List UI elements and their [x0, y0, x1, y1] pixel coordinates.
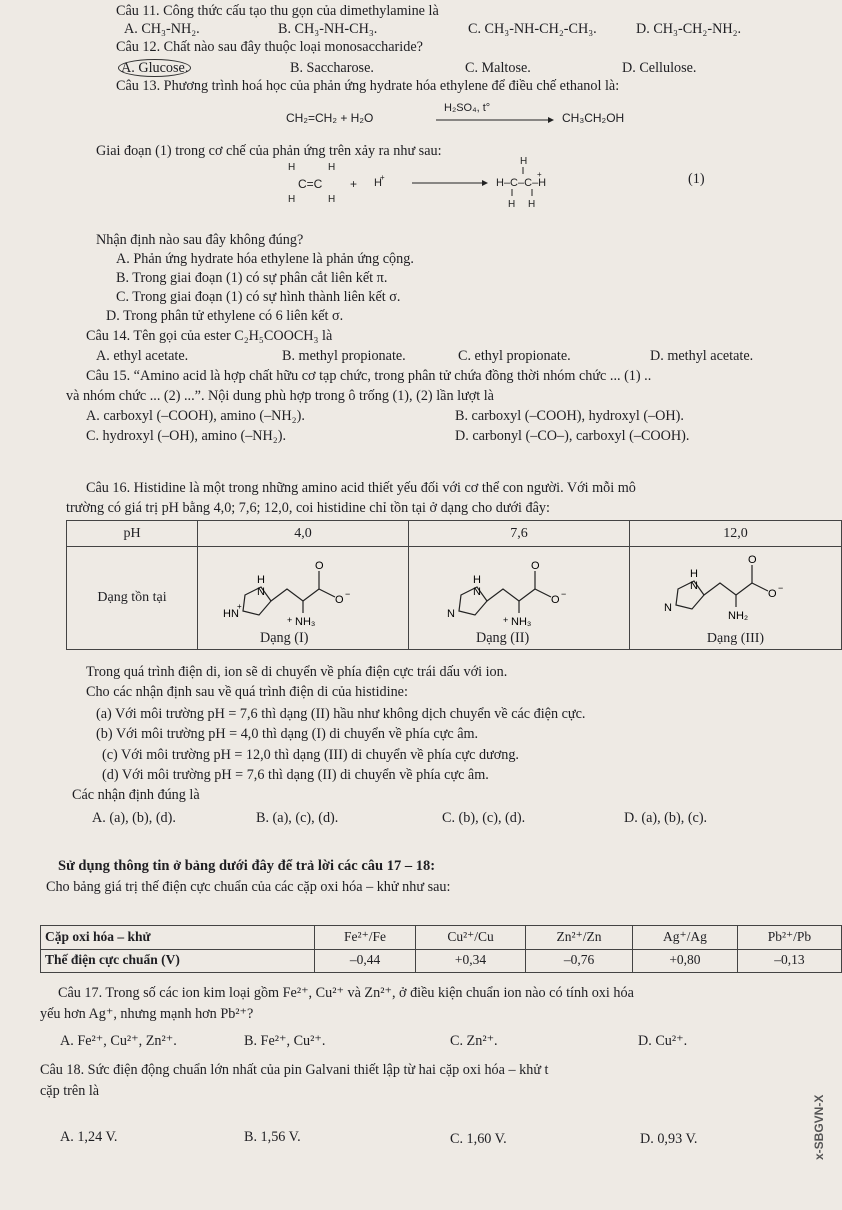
- q16-stem-line2: trường có giá trị pH bằng 4,0; 7,6; 12,0, coi histidine chỉ tồn tại ở dạng cho dưới đây:: [66, 500, 550, 516]
- q14-option-b[interactable]: B. methyl propionate.: [282, 348, 406, 364]
- svg-text:−: −: [777, 582, 783, 593]
- pair-2: Cu²⁺/Cu: [416, 926, 526, 950]
- reaction-arrow-icon: [436, 116, 554, 124]
- q12-stem: Câu 12. Chất nào sau đây thuộc loại monosaccharide?: [116, 39, 423, 55]
- q13-stage-text: Giai đoạn (1) trong cơ chế của phản ứng trên xảy ra như sau:: [96, 143, 442, 159]
- q11-option-a[interactable]: A. CH₃-NH₂.: [124, 21, 200, 37]
- form-label-2: Dạng (II): [476, 630, 530, 646]
- q18-stem-line1: Câu 18. Sức điện động chuẩn lớn nhất của pin Galvani thiết lập từ hai cặp oxi hóa – khử t: [40, 1062, 549, 1078]
- svg-text:H–C–C–H: H–C–C–H: [496, 177, 547, 189]
- svg-text:NH₃: NH₃: [295, 616, 316, 629]
- svg-text:H: H: [288, 162, 296, 173]
- q11-option-c[interactable]: C. CH₃-NH-CH₂-CH₃.: [468, 21, 597, 37]
- svg-text:+: +: [537, 170, 542, 179]
- q13-option-c[interactable]: C. Trong giai đoạn (1) có sự hình thành liên kết σ.: [116, 289, 401, 305]
- svg-text:N: N: [473, 586, 481, 599]
- svg-text:O: O: [335, 594, 344, 607]
- q13-option-a[interactable]: A. Phản ứng hydrate hóa ethylene là phản ứng cộng.: [116, 251, 414, 267]
- q18-option-c[interactable]: C. 1,60 V.: [450, 1131, 507, 1147]
- q18-stem-line2: cặp trên là: [40, 1083, 100, 1099]
- svg-text:H: H: [508, 199, 516, 210]
- q15-option-d[interactable]: D. carbonyl (–CO–), carboxyl (–COOH).: [455, 428, 690, 444]
- svg-text:H: H: [689, 567, 698, 580]
- pair-3: Zn²⁺/Zn: [526, 926, 633, 950]
- q11-option-d[interactable]: D. CH₃-CH₂-NH₂.: [636, 21, 742, 37]
- potential-4: +0,80: [633, 949, 738, 973]
- q16-statement-a: (a) Với môi trường pH = 7,6 thì dạng (II) hầu như không dịch chuyển về các điện cực.: [96, 706, 586, 722]
- form-label-3: Dạng (III): [706, 631, 765, 646]
- svg-text:−: −: [345, 589, 351, 600]
- q14-option-a[interactable]: A. ethyl acetate.: [96, 348, 189, 364]
- q11-stem: Câu 11. Công thức cấu tạo thu gọn của dimethylamine là: [116, 3, 439, 19]
- q13-equation-condition: H₂SO₄, t°: [444, 102, 491, 114]
- section-subtitle: Cho bảng giá trị thế điện cực chuẩn của các cặp oxi hóa – khử như sau:: [46, 879, 451, 895]
- q13-stage-label: (1): [688, 171, 705, 187]
- potential-1: –0,44: [315, 949, 416, 973]
- q16-statement-c: (c) Với môi trường pH = 12,0 thì dạng (III) di chuyển về phía cực dương.: [102, 747, 519, 763]
- q18-option-d[interactable]: D. 0,93 V.: [640, 1131, 698, 1147]
- q15-option-b[interactable]: B. carboxyl (–COOH), hydroxyl (–OH).: [455, 408, 684, 424]
- q16-intro: Cho các nhận định sau về quá trình điện di của histidine:: [86, 684, 408, 700]
- section-title: Sử dụng thông tin ở bảng dưới đây để trả lời các câu 17 – 18:: [58, 858, 436, 874]
- q14-option-d[interactable]: D. methyl acetate.: [650, 348, 754, 364]
- q15-option-a[interactable]: A. carboxyl (–COOH), amino (–NH₂).: [86, 408, 305, 424]
- form-row-label: Dạng tồn tại: [67, 547, 198, 650]
- q12-option-c[interactable]: C. Maltose.: [465, 60, 531, 76]
- q14-stem: Câu 14. Tên gọi của ester C₂H₅COOCH₃ là: [86, 328, 333, 344]
- q16-option-d[interactable]: D. (a), (b), (c).: [624, 810, 708, 826]
- ph-value-1: 4,0: [198, 521, 409, 547]
- q11-option-b[interactable]: B. CH₃-NH-CH₃.: [278, 21, 378, 37]
- svg-text:HN: HN: [223, 608, 239, 621]
- svg-text:H: H: [288, 194, 296, 205]
- svg-text:NH₂: NH₂: [727, 609, 748, 622]
- svg-text:H: H: [374, 177, 382, 189]
- q12-option-a[interactable]: A. Glucose.: [118, 60, 191, 78]
- q14-option-c[interactable]: C. ethyl propionate.: [458, 348, 571, 364]
- form-label-1: Dạng (I): [260, 630, 309, 646]
- watermark-text: x-SBGVN-X: [812, 1094, 826, 1160]
- svg-text:H: H: [328, 162, 336, 173]
- q12-option-d[interactable]: D. Cellulose.: [622, 60, 697, 76]
- q17-option-a[interactable]: A. Fe²⁺, Cu²⁺, Zn²⁺.: [60, 1033, 177, 1049]
- svg-text:+: +: [380, 173, 385, 182]
- svg-text:N: N: [689, 579, 698, 592]
- svg-text:H: H: [473, 574, 481, 587]
- q15-option-c[interactable]: C. hydroxyl (–OH), amino (–NH₂).: [86, 428, 286, 444]
- potential-row-label: Thế điện cực chuẩn (V): [41, 949, 315, 973]
- pair-1: Fe²⁺/Fe: [315, 926, 416, 950]
- svg-text:O: O: [551, 594, 560, 607]
- q13-question: Nhận định nào sau đây không đúng?: [96, 232, 304, 248]
- q17-stem-line2: yếu hơn Ag⁺, nhưng mạnh hơn Pb²⁺?: [40, 1006, 254, 1022]
- potential-2: +0,34: [416, 949, 526, 973]
- potential-5: –0,13: [737, 949, 841, 973]
- histidine-form-table: [66, 520, 842, 650]
- q13-option-d[interactable]: D. Trong phân tử ethylene có 6 liên kết σ.: [106, 308, 344, 324]
- svg-text:H: H: [257, 574, 265, 587]
- q16-option-b[interactable]: B. (a), (c), (d).: [256, 810, 339, 826]
- form-cell-3: [630, 547, 842, 650]
- svg-text:H: H: [520, 156, 528, 167]
- q16-question: Các nhận định đúng là: [72, 787, 200, 803]
- histidine-form-2-structure: [429, 555, 609, 635]
- q18-option-a[interactable]: A. 1,24 V.: [60, 1129, 118, 1145]
- potential-3: –0,76: [526, 949, 633, 973]
- ph-value-3: 12,0: [630, 521, 842, 547]
- q13-option-b[interactable]: B. Trong giai đoạn (1) có sự phân cắt liên kết π.: [116, 270, 388, 286]
- svg-text:+: +: [350, 177, 358, 191]
- q13-equation-right: CH₃CH₂OH: [562, 111, 625, 125]
- q17-option-d[interactable]: D. Cu²⁺.: [638, 1033, 688, 1049]
- q13-equation-left: CH₂=CH₂ + H₂O: [286, 111, 374, 125]
- q13-stem: Câu 13. Phương trình hoá học của phản ứng hydrate hóa ethylene để điều chế ethanol là:: [116, 78, 620, 94]
- ph-value-2: 7,6: [409, 521, 630, 547]
- electrode-potential-table: [40, 925, 842, 973]
- svg-text:−: −: [561, 589, 567, 600]
- svg-text:H: H: [328, 194, 336, 205]
- q16-option-a[interactable]: A. (a), (b), (d).: [92, 810, 176, 826]
- svg-text:N: N: [447, 608, 455, 621]
- histidine-form-3-structure: [646, 549, 826, 629]
- q15-stem-line1: Câu 15. “Amino acid là hợp chất hữu cơ tạp chức, trong phân tử chứa đồng thời nhóm chức ... (1) ..: [86, 368, 652, 384]
- svg-text:N: N: [663, 601, 672, 614]
- svg-text:O: O: [315, 560, 324, 573]
- pair-4: Ag⁺/Ag: [633, 926, 738, 950]
- q16-stem-line1: Câu 16. Histidine là một trong những amino acid thiết yếu đối với cơ thể con người. Với mỗi mô: [86, 480, 636, 496]
- svg-text:+: +: [237, 602, 242, 612]
- q17-stem-line1: Câu 17. Trong số các ion kim loại gồm Fe²⁺, Cu²⁺ và Zn²⁺, ở điều kiện chuẩn ion nào có tính oxi hóa: [58, 985, 634, 1001]
- q18-option-b[interactable]: B. 1,56 V.: [244, 1129, 301, 1145]
- q15-stem-line2: và nhóm chức ... (2) ...”. Nội dung phù hợp trong ô trống (1), (2) lần lượt là: [66, 388, 494, 404]
- q16-statement-d: (d) Với môi trường pH = 7,6 thì dạng (II) di chuyển về phía cực âm.: [102, 767, 489, 783]
- mechanism-diagram: [280, 152, 640, 214]
- svg-text:N: N: [257, 586, 265, 599]
- pair-5: Pb²⁺/Pb: [737, 926, 841, 950]
- svg-text:+: +: [287, 615, 293, 626]
- svg-text:NH₃: NH₃: [511, 616, 532, 629]
- histidine-form-1-structure: [213, 555, 393, 635]
- svg-text:+: +: [503, 615, 509, 626]
- svg-text:O: O: [747, 553, 757, 566]
- svg-text:C=C: C=C: [298, 177, 323, 191]
- q16-note: Trong quá trình điện di, ion sẽ di chuyển về phía điện cực trái dấu với ion.: [86, 664, 508, 680]
- q16-statement-b: (b) Với môi trường pH = 4,0 thì dạng (I) di chuyển về phía cực âm.: [96, 726, 479, 742]
- svg-text:O: O: [531, 560, 540, 573]
- ph-header: pH: [67, 521, 198, 547]
- q12-option-b[interactable]: B. Saccharose.: [290, 60, 374, 76]
- svg-text:O: O: [767, 587, 777, 600]
- q17-option-b[interactable]: B. Fe²⁺, Cu²⁺.: [244, 1033, 326, 1049]
- svg-text:H: H: [528, 199, 536, 210]
- q17-option-c[interactable]: C. Zn²⁺.: [450, 1033, 498, 1049]
- q16-option-c[interactable]: C. (b), (c), (d).: [442, 810, 526, 826]
- pair-row-label: Cặp oxi hóa – khử: [41, 926, 315, 950]
